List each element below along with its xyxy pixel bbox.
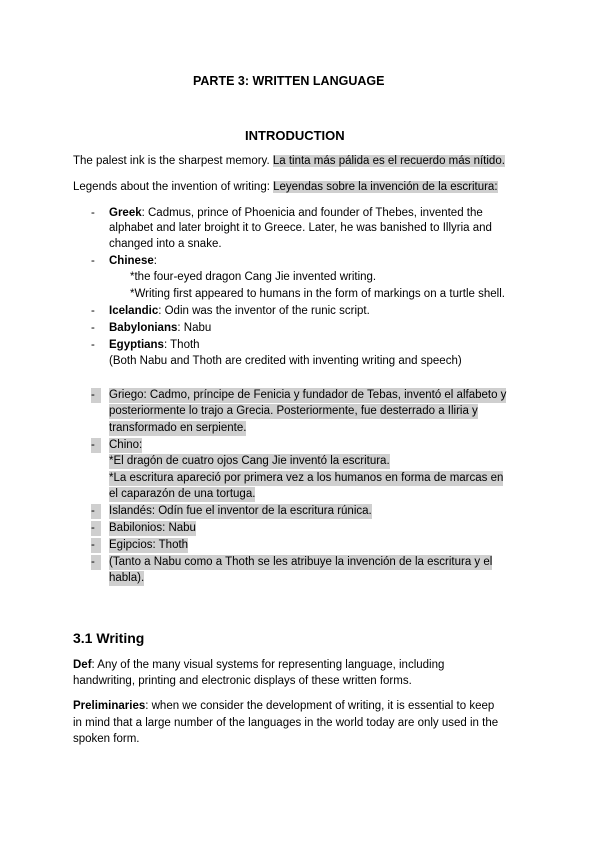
egyptians-text: : Thoth (163, 339, 200, 351)
definition-line-2: handwriting, printing and electronic displays of these written forms. (73, 675, 412, 687)
list-bullet: - (91, 339, 95, 351)
list-bullet: - (91, 555, 101, 570)
list-bullet: - (91, 521, 101, 536)
list-bullet: - (91, 322, 95, 334)
chinese-colon: : (153, 255, 157, 267)
list-item-chinese (109, 254, 157, 269)
legends-spanish: Leyendas sobre la invención de la escritura: (273, 181, 498, 193)
greek-text: : Cadmus, prince of Phoenicia and founder of Thebes, invented the (141, 207, 483, 219)
preliminaries-line-2: in mind that a large number of the languages in the world today are only used in the (73, 717, 499, 729)
egyptians-label: Egyptians (109, 339, 164, 351)
babylonians-text: : Nabu (177, 322, 212, 334)
list-bullet: - (91, 305, 95, 317)
credit-note: (Both Nabu and Thoth are credited with inventing writing and speech) (109, 355, 462, 367)
nota-line-1: (Tanto a Nabu como a Thoth se les atribuye la invención de la escritura y el (109, 556, 493, 568)
legends-english: Legends about the invention of writing: (73, 181, 270, 193)
babilonios-item: Babilonios: Nabu (109, 522, 196, 534)
ink-spanish: La tinta más pálida es el recuerdo más nítido. (272, 155, 505, 167)
greek-label: Greek (109, 207, 142, 219)
chino-sub-1: *El dragón de cuatro ojos Cang Jie inventó la escritura. (109, 455, 390, 467)
chinese-sub-2: *Writing first appeared to humans in the form of markings on a turtle shell. (130, 288, 505, 300)
prelim-text: : when we consider the development of writing, it is essential to keep (145, 700, 495, 712)
list-item-egyptians (109, 338, 200, 353)
intro-heading: INTRODUCTION (245, 128, 345, 143)
chino-label: Chino: (109, 439, 143, 451)
chinese-label: Chinese (109, 255, 154, 267)
chinese-sub-1: *the four-eyed dragon Cang Jie invented writing. (130, 271, 377, 283)
section-heading: 3.1 Writing (73, 630, 145, 646)
list-item-icelandic (109, 304, 370, 319)
list-item-babylonians (109, 321, 211, 336)
preliminaries-line-3: spoken form. (73, 733, 140, 745)
list-bullet: - (91, 504, 101, 519)
page-title: PARTE 3: WRITTEN LANGUAGE (193, 74, 385, 88)
definition-line-1 (73, 658, 444, 673)
list-bullet: - (91, 438, 101, 453)
chino-sub-2-line-1: *La escritura apareció por primera vez a los humanos en forma de marcas en (109, 472, 504, 484)
ink-english: The palest ink is the sharpest memory. (73, 155, 270, 167)
griego-line-2: posteriormente lo trajo a Grecia. Posteriormente, fue desterrado a Iliria y (109, 405, 478, 417)
list-bullet: - (91, 388, 101, 403)
icelandic-label: Icelandic (109, 305, 159, 317)
griego-line-1: Griego: Cadmo, príncipe de Fenicia y fundador de Tebas, inventó el alfabeto y (109, 389, 507, 401)
def-text: : Any of the many visual systems for representing language, including (91, 659, 445, 671)
islandes-item: Islandés: Odín fue el inventor de la escritura rúnica. (109, 505, 372, 517)
chino-sub-2-line-2: el caparazón de una tortuga. (109, 488, 256, 500)
paragraph-ink (73, 154, 505, 169)
nota-line-2: habla). (109, 572, 145, 584)
def-label: Def (73, 659, 92, 671)
list-bullet: - (91, 207, 95, 219)
greek-line-2: alphabet and later broight it to Greece. Later, he was banished to Illyria and (109, 222, 492, 234)
list-bullet: - (91, 255, 95, 267)
paragraph-legends (73, 180, 498, 195)
icelandic-text: : Odin was the inventor of the runic script. (158, 305, 370, 317)
preliminaries-line-1 (73, 699, 494, 714)
list-item-greek (109, 206, 483, 221)
prelim-label: Preliminaries (73, 700, 146, 712)
list-bullet: - (91, 538, 101, 553)
griego-line-3: transformado en serpiente. (109, 422, 247, 434)
babylonians-label: Babylonians (109, 322, 178, 334)
egipcios-item: Egipcios: Thoth (109, 539, 189, 551)
greek-line-3: changed into a snake. (109, 238, 222, 250)
